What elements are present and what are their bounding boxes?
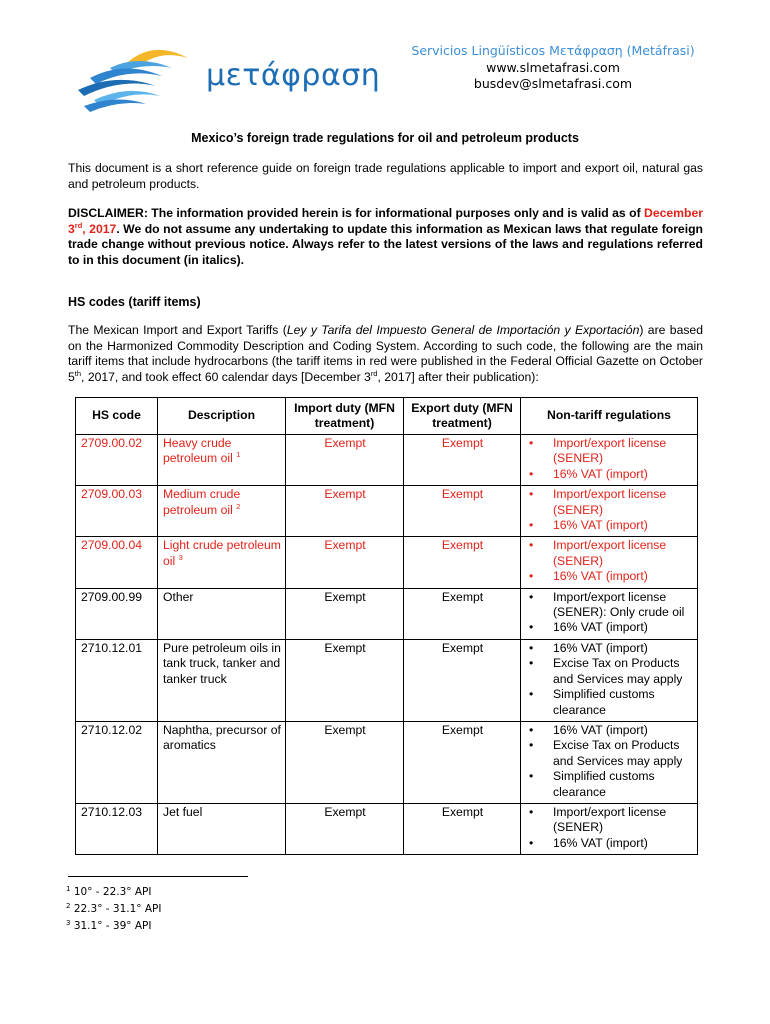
- non-tariff-cell: [521, 721, 698, 803]
- email-link[interactable]: busdev@slmetafrasi.com: [473, 76, 633, 91]
- list-item: • Simplified customs clearance: [553, 769, 693, 800]
- import-duty-cell: Exempt: [286, 435, 404, 486]
- col-non-tariff: Non-tariff regulations: [521, 398, 698, 435]
- description-cell: Medium crude petroleum oil $^2$: [158, 486, 286, 537]
- footnote-item: $^3$ 31.1° - 39° API: [66, 919, 152, 932]
- list-item: • 16% VAT (import): [553, 467, 693, 482]
- import-duty-cell: Exempt: [286, 588, 404, 639]
- list-item: • 16% VAT (import): [553, 620, 693, 635]
- hs-code-cell: 2710.12.03: [76, 803, 158, 854]
- hs-code-cell: 2709.00.04: [76, 537, 158, 588]
- website-link[interactable]: www.slmetafrasi.com: [486, 59, 620, 75]
- col-description: Description: [158, 398, 286, 435]
- list-item: • 16% VAT (import): [553, 569, 693, 584]
- non-tariff-cell: [521, 537, 698, 588]
- table-row: [76, 588, 698, 639]
- list-item: • 16% VAT (import): [553, 723, 693, 738]
- list-item: • Import/export license (SENER): Only crude oil: [553, 590, 693, 621]
- description-cell: Light crude petroleum oil $^3$: [158, 537, 286, 588]
- non-tariff-cell: [521, 803, 698, 854]
- company-logo: [76, 44, 386, 114]
- disclaimer-paragraph: [68, 206, 703, 268]
- contact-block: [380, 43, 726, 93]
- hs-code-cell: 2710.12.02: [76, 721, 158, 803]
- export-duty-cell: Exempt: [404, 486, 521, 537]
- col-import-duty: Import duty (MFN treatment): [286, 398, 404, 435]
- list-item: • Import/export license (SENER): [553, 805, 693, 836]
- export-duty-cell: Exempt: [404, 588, 521, 639]
- table-row: [76, 486, 698, 537]
- import-duty-cell: Exempt: [286, 721, 404, 803]
- import-duty-cell: Exempt: [286, 639, 404, 721]
- table-row: [76, 435, 698, 486]
- table-row: [76, 803, 698, 854]
- non-tariff-cell: [521, 588, 698, 639]
- non-tariff-cell: [521, 486, 698, 537]
- description-cell: Pure petroleum oils in tank truck, tanker and tanker truck: [158, 639, 286, 721]
- list-item: • 16% VAT (import): [553, 518, 693, 533]
- col-hs-code: HS code: [76, 398, 158, 435]
- hs-code-cell: 2709.00.02: [76, 435, 158, 486]
- footnote-divider: [68, 876, 248, 877]
- hs-code-cell: 2710.12.01: [76, 639, 158, 721]
- import-duty-cell: Exempt: [286, 486, 404, 537]
- tariff-table: [75, 397, 698, 855]
- list-item: • Import/export license (SENER): [553, 436, 693, 467]
- disclaimer-text-2: . We do not assume any undertaking to update this information as Mexican laws that regulate foreign trade change without previous notice. Always refer to the latest versions of the laws and regulations referred to in this document (in italics).: [68, 221, 703, 267]
- waves-sun-icon: [76, 44, 216, 114]
- list-item: • 16% VAT (import): [553, 641, 693, 656]
- list-item: • Import/export license (SENER): [553, 487, 693, 518]
- law-title: Ley y Tarifa del Impuesto General de Importación y Exportación: [286, 323, 640, 337]
- intro-paragraph: This document is a short reference guide on foreign trade regulations applicable to import and export oil, natural gas and petroleum products.: [68, 161, 703, 191]
- export-duty-cell: Exempt: [404, 639, 521, 721]
- description-cell: Heavy crude petroleum oil $^1$: [158, 435, 286, 486]
- list-item: • 16% VAT (import): [553, 836, 693, 851]
- non-tariff-cell: [521, 435, 698, 486]
- export-duty-cell: Exempt: [404, 435, 521, 486]
- footnotes: [66, 884, 161, 935]
- hs-code-cell: 2709.00.03: [76, 486, 158, 537]
- import-duty-cell: Exempt: [286, 803, 404, 854]
- footnote-item: $^2$ 22.3° - 31.1° API: [66, 902, 162, 915]
- description-cell: Other: [158, 588, 286, 639]
- document-title: Mexico’s foreign trade regulations for oil and petroleum products: [191, 131, 579, 145]
- disclaimer-text-1: DISCLAIMER: The information provided herein is for informational purposes only and is valid as of: [68, 206, 645, 220]
- logo-wordmark: μετάφραση: [206, 58, 381, 93]
- table-header-row: [76, 398, 698, 435]
- description-cell: Jet fuel: [158, 803, 286, 854]
- firm-name: Servicios Lingüísticos Μετάφραση (Metáfrasi): [411, 43, 695, 58]
- footnote-ref[interactable]: 3: [178, 552, 183, 562]
- list-item: • Simplified customs clearance: [553, 687, 693, 718]
- export-duty-cell: Exempt: [404, 721, 521, 803]
- table-row: [76, 721, 698, 803]
- table-row: [76, 639, 698, 721]
- hs-codes-paragraph: The Mexican Import and Export Tariffs (Ley y Tarifa del Impuesto General de Importación y Exportación) are based on the Harmonized Commodity Description and Coding System. According to such code, the following are the main tariff items that include hydrocarbons (the tariff items in red were published in the Federal Official Gazette on October 5th, 2017, and took effect 60 calendar days [December 3rd, 2017] after their publication):: [68, 323, 703, 384]
- list-item: • Excise Tax on Products and Services may apply: [553, 656, 693, 687]
- list-item: • Import/export license (SENER): [553, 538, 693, 569]
- export-duty-cell: Exempt: [404, 803, 521, 854]
- hs-codes-heading: HS codes (tariff items): [68, 295, 201, 309]
- footnote-item: $^1$ 10° - 22.3° API: [66, 885, 152, 898]
- list-item: • Excise Tax on Products and Services may apply: [553, 738, 693, 769]
- description-cell: Naphtha, precursor of aromatics: [158, 721, 286, 803]
- table-row: [76, 537, 698, 588]
- export-duty-cell: Exempt: [404, 537, 521, 588]
- import-duty-cell: Exempt: [286, 537, 404, 588]
- col-export-duty: Export duty (MFN treatment): [404, 398, 521, 435]
- non-tariff-cell: [521, 639, 698, 721]
- footnote-ref[interactable]: 2: [236, 501, 241, 511]
- disclaimer-date: December 3rd, 2017: [68, 206, 703, 236]
- hs-code-cell: 2709.00.99: [76, 588, 158, 639]
- footnote-ref[interactable]: 1: [236, 450, 241, 460]
